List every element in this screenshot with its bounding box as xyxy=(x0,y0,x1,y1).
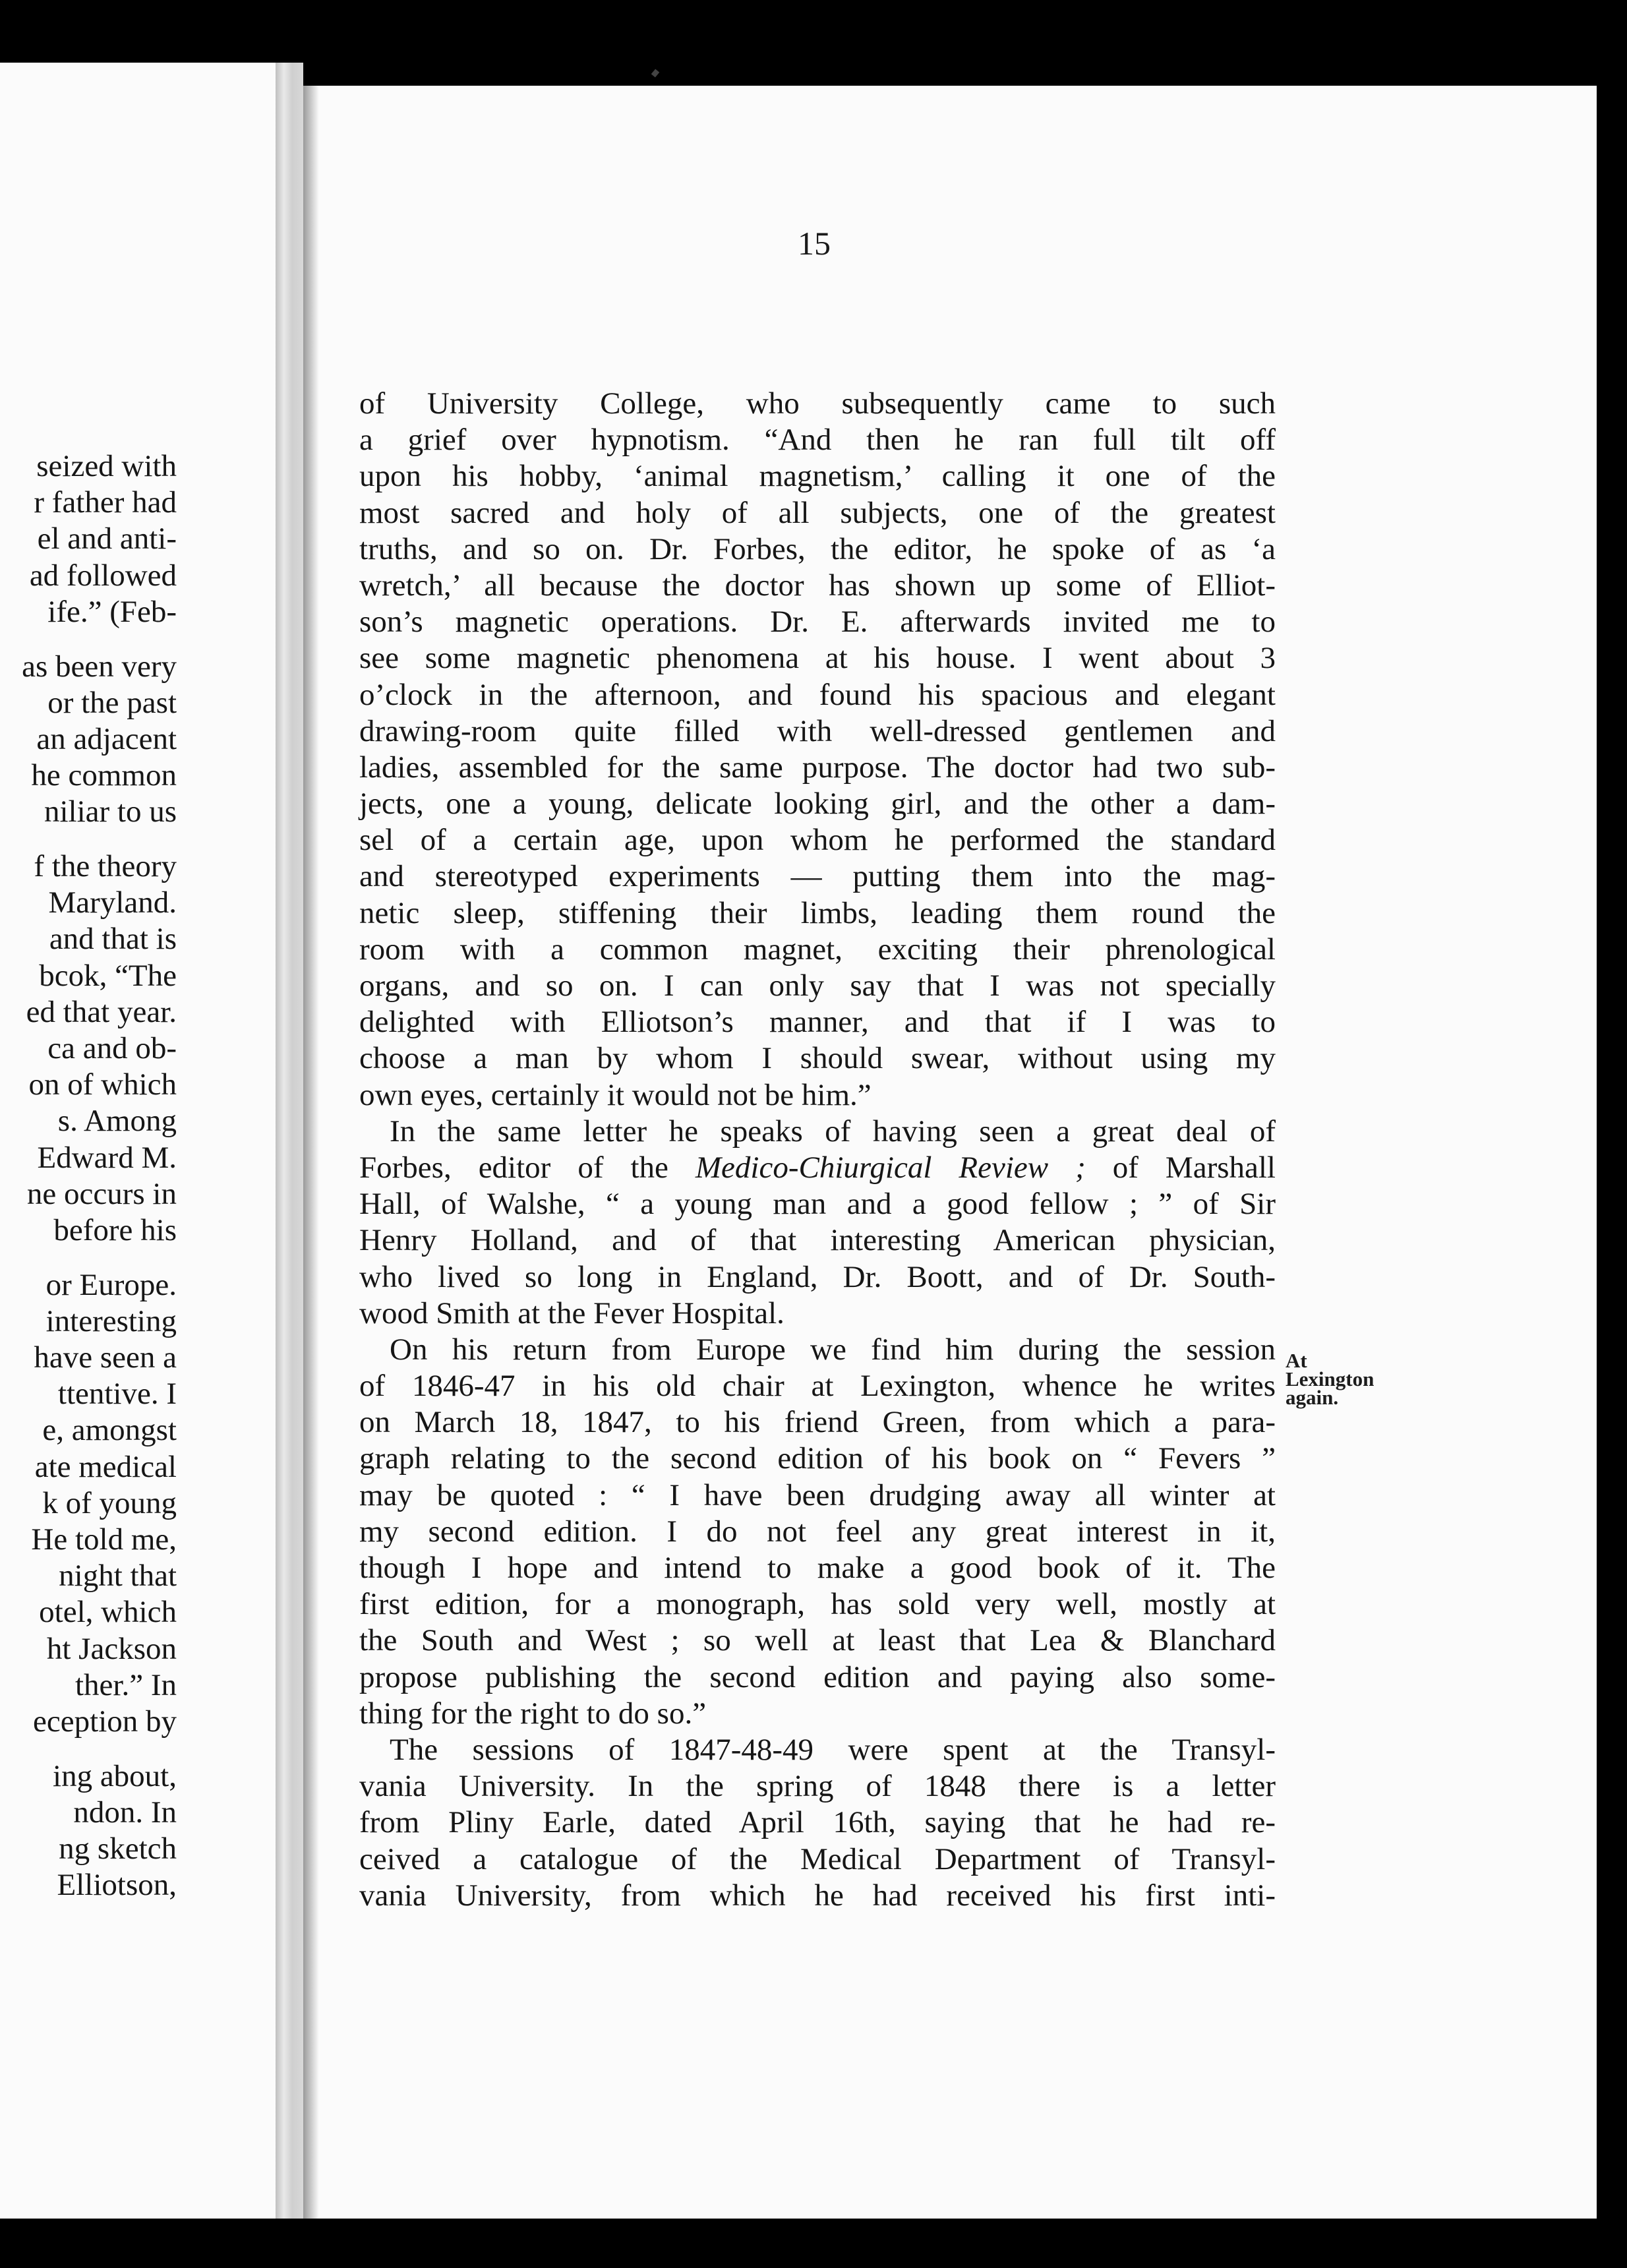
text-line: though I hope and intend to make a good book of it. The xyxy=(359,1551,1276,1585)
text-line: propose publishing the second edition and paying also some- xyxy=(359,1659,1276,1694)
left-text-line: el and anti- xyxy=(37,522,177,556)
left-text-line: on of which xyxy=(28,1067,177,1102)
text-line: my second edition. I do not feel any great interest in it, xyxy=(359,1514,1276,1549)
text-line: room with a common magnet, exciting their phrenological xyxy=(359,932,1276,967)
left-text-line: ht Jackson xyxy=(46,1631,177,1666)
left-text-line xyxy=(22,1740,177,1758)
text-line: netic sleep, stiffening their limbs, leading them round the xyxy=(359,895,1276,930)
text-line: thing for the right to do so.” xyxy=(359,1696,707,1731)
left-text-line: or Europe. xyxy=(45,1267,177,1302)
text-line: organs, and so on. I can only say that I was not specially xyxy=(359,969,1276,1003)
italic-title: Medico-Chiurgical Review ; xyxy=(695,1150,1086,1185)
left-text-line: s. Among xyxy=(57,1104,177,1139)
text-line: ladies, assembled for the same purpose. The doctor had two sub- xyxy=(359,750,1276,785)
text-line: may be quoted : “ I have been drudging away all winter at xyxy=(359,1477,1276,1512)
text-line: from Pliny Earle, dated April 16th, saying that he had re- xyxy=(359,1805,1276,1840)
left-text-line: ther.” In xyxy=(75,1667,177,1702)
text-line: upon his hobby, ‘animal magnetism,’ calling it one of the xyxy=(359,459,1276,494)
left-text-line: night that xyxy=(59,1559,177,1594)
left-text-line: ing about, xyxy=(53,1758,177,1793)
text-line: first edition, for a monograph, has sold very well, mostly at xyxy=(359,1587,1276,1622)
text-line: own eyes, certainly it would not be him.” xyxy=(359,1077,872,1112)
text-line: Forbes, editor of the Medico-Chiurgical Review ; of Marshall xyxy=(359,1150,1276,1185)
left-text-line: as been very xyxy=(22,649,177,684)
book-spine xyxy=(276,63,303,2219)
left-text-line: ca and ob- xyxy=(47,1031,177,1065)
left-text-line: interesting xyxy=(45,1303,177,1338)
margin-note-line: again. xyxy=(1286,1386,1339,1409)
page-number: 15 xyxy=(798,225,831,262)
left-text-line: ndon. In xyxy=(73,1795,177,1830)
left-text-line: Edward M. xyxy=(37,1140,177,1175)
text-line: of University College, who subsequently came to such xyxy=(359,386,1276,421)
left-text-line: ne occurs in xyxy=(26,1176,177,1211)
text-line: and stereotyped experiments — putting them into the mag- xyxy=(359,859,1276,894)
left-page xyxy=(0,63,276,2219)
text-line: most sacred and holy of all subjects, one of the greatest xyxy=(359,495,1276,530)
left-text-line: r father had xyxy=(34,485,177,520)
text-line: o’clock in the afternoon, and found his spacious and elegant xyxy=(359,677,1276,712)
left-text-line: Maryland. xyxy=(48,885,177,920)
left-text-line: k of young xyxy=(42,1485,177,1520)
text-line: a grief over hypnotism. “And then he ran full tilt off xyxy=(359,423,1276,458)
left-text-line: ttentive. I xyxy=(57,1377,177,1412)
left-text-line: f the theory xyxy=(34,849,177,884)
left-text-line: bcok, “The xyxy=(39,958,177,993)
text-line: delighted with Elliotson’s manner, and that if I was to xyxy=(359,1005,1276,1040)
left-page-text xyxy=(22,448,177,1904)
text-line: ceived a catalogue of the Medical Department of Transyl- xyxy=(359,1841,1276,1876)
left-text-line: he common xyxy=(31,758,177,793)
text-line: son’s magnetic operations. Dr. E. afterwards invited me to xyxy=(359,605,1276,640)
left-text-line: and that is xyxy=(49,922,177,957)
gutter-shadow xyxy=(303,86,319,2219)
text-line: on March 18, 1847, to his friend Green, from which a para- xyxy=(359,1405,1276,1440)
text-line: who lived so long in England, Dr. Boott, and of Dr. South- xyxy=(359,1259,1276,1294)
text-line: Henry Holland, and of that interesting American physician, xyxy=(359,1223,1276,1258)
left-text-line: Elliotson, xyxy=(57,1868,177,1903)
body-text xyxy=(359,386,1276,1914)
text-line: vania University. In the spring of 1848 there is a letter xyxy=(359,1769,1276,1804)
left-text-line: ng sketch xyxy=(59,1832,177,1866)
text-line: In the same letter he speaks of having seen a great deal of xyxy=(390,1114,1276,1149)
text-line: wood Smith at the Fever Hospital. xyxy=(359,1296,784,1330)
text-line: The sessions of 1847-48-49 were spent at the Transyl- xyxy=(390,1732,1276,1767)
left-text-line: have seen a xyxy=(34,1340,177,1375)
left-text-line: an adjacent xyxy=(36,721,177,756)
left-text-line: otel, which xyxy=(39,1595,177,1630)
left-text-line: ate medical xyxy=(34,1449,177,1484)
left-text-line: e, amongst xyxy=(42,1413,177,1448)
margin-note-line: At xyxy=(1286,1349,1307,1372)
text-line: of 1846-47 in his old chair at Lexington, whence he writes xyxy=(359,1369,1276,1404)
text-line: graph relating to the second edition of his book on “ Fevers ” xyxy=(359,1441,1276,1476)
text-line: sel of a certain age, upon whom he performed the standard xyxy=(359,823,1276,858)
left-text-line xyxy=(22,630,177,649)
text-line: the South and West ; so well at least that Lea & Blanchard xyxy=(359,1623,1276,1658)
text-line: Hall, of Walshe, “ a young man and a good fellow ; ” of Sir xyxy=(359,1187,1276,1222)
text-line: see some magnetic phenomena at his house. I went about 3 xyxy=(359,641,1276,676)
left-text-line: ife.” (Feb- xyxy=(47,594,177,629)
left-text-line xyxy=(22,830,177,849)
left-text-line: niliar to us xyxy=(44,794,177,829)
margin-note-line: Lexington xyxy=(1286,1367,1375,1390)
text-line: wretch,’ all because the doctor has shown up some of Elliot- xyxy=(359,568,1276,603)
text-line: On his return from Europe we find him during the session xyxy=(390,1332,1276,1367)
left-text-line: or the past xyxy=(47,685,177,720)
left-text-line: eception by xyxy=(33,1704,177,1739)
text-line: truths, and so on. Dr. Forbes, the editor, he spoke of as ‘a xyxy=(359,531,1276,566)
left-text-line: ad followed xyxy=(29,558,177,593)
left-text-line: before his xyxy=(53,1212,177,1247)
text-line: drawing-room quite filled with well-dressed gentlemen and xyxy=(359,713,1276,748)
left-text-line: seized with xyxy=(36,449,177,483)
left-text-line xyxy=(22,1249,177,1267)
left-text-line: ed that year. xyxy=(26,994,177,1029)
margin-note xyxy=(1286,1349,1417,1409)
left-text-line: He told me, xyxy=(31,1522,177,1557)
text-line: vania University, from which he had received his first inti- xyxy=(359,1878,1276,1913)
text-line: choose a man by whom I should swear, without using my xyxy=(359,1041,1276,1076)
scan-speck xyxy=(651,69,660,78)
text-line: jects, one a young, delicate looking girl, and the other a dam- xyxy=(359,787,1276,821)
